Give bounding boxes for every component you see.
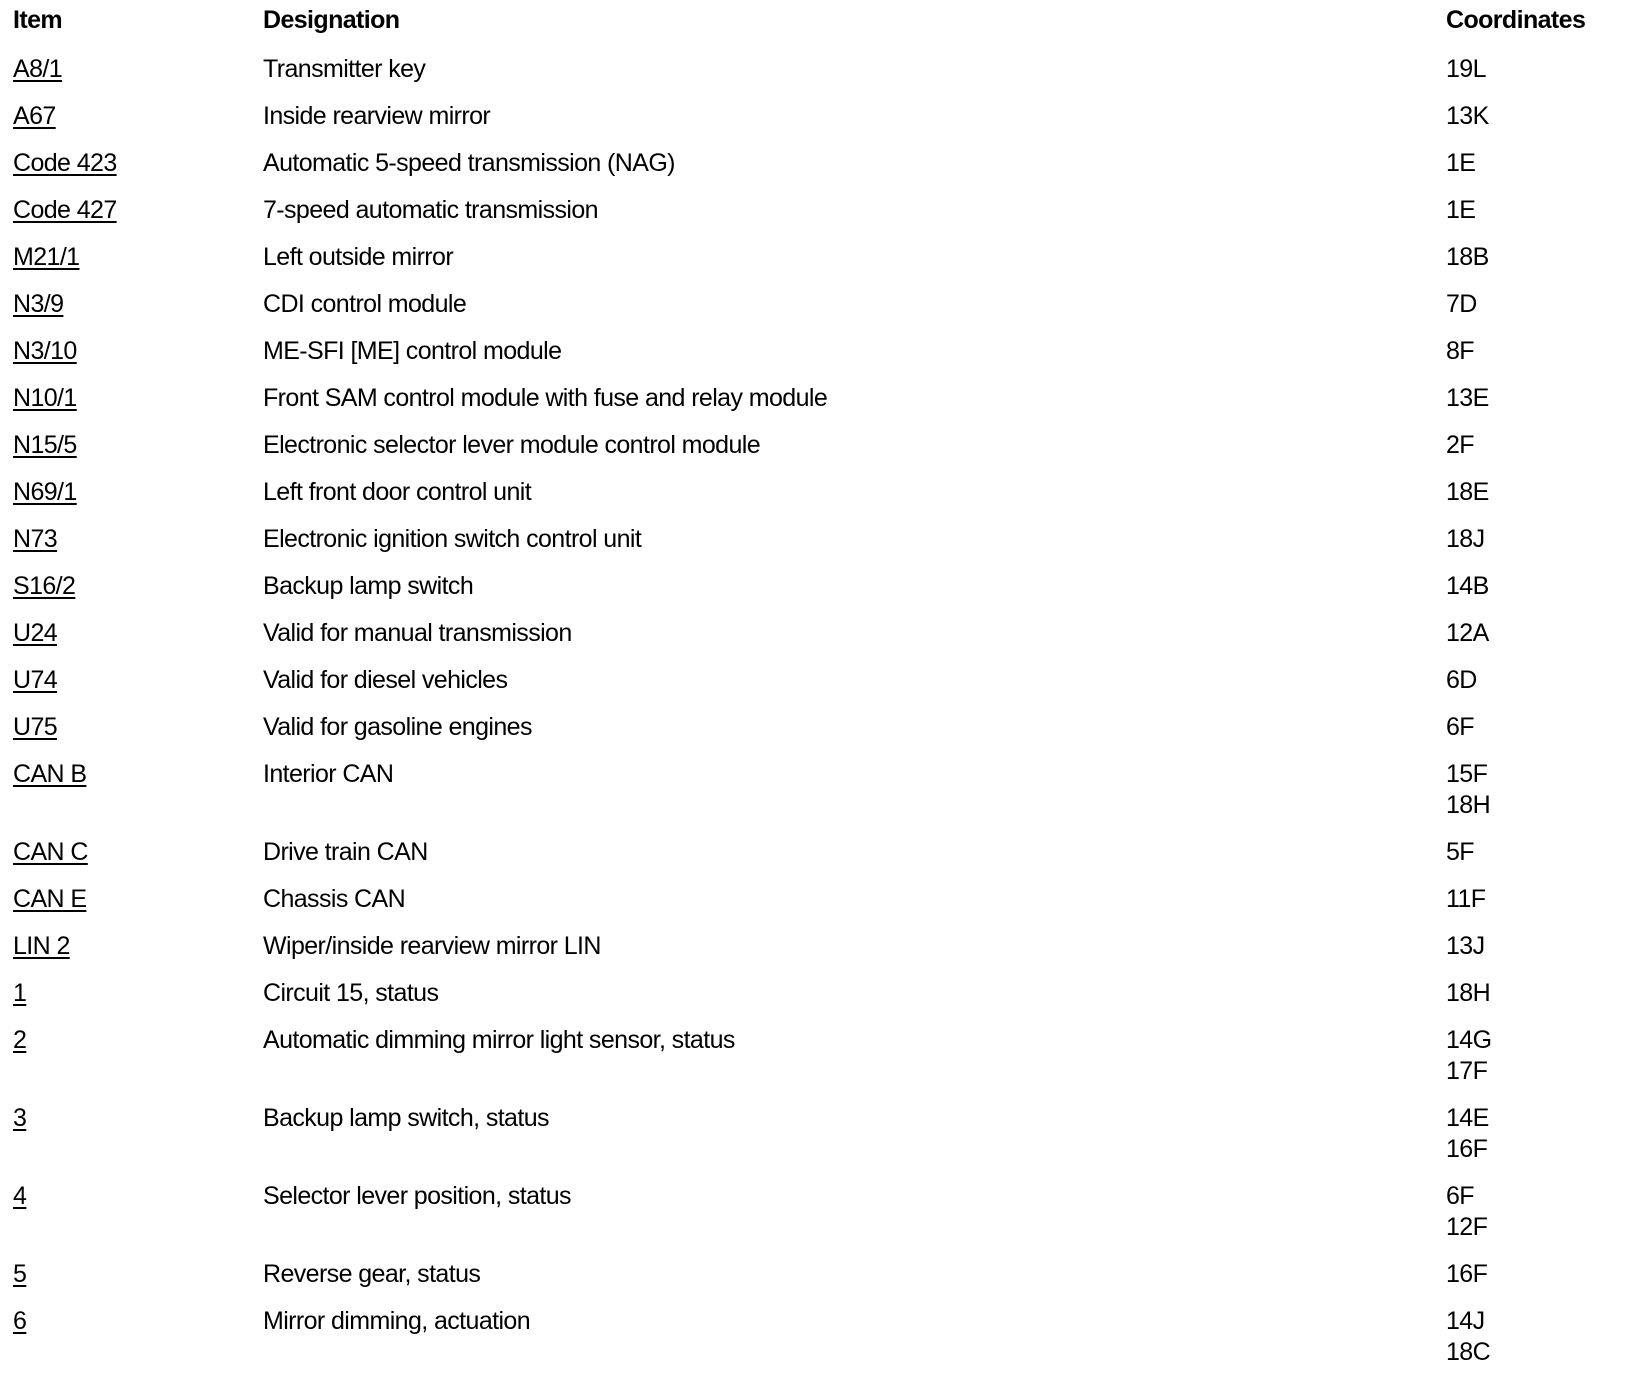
designation-text: Backup lamp switch	[263, 572, 474, 600]
coordinates-cell	[1446, 1181, 1487, 1243]
item-link[interactable]: 2	[13, 1026, 27, 1054]
designation-text: Automatic dimming mirror light sensor, status	[263, 1026, 735, 1054]
coordinates-cell	[1446, 54, 1486, 85]
coordinate-value: 18H	[1446, 979, 1491, 1007]
designation-text: Reverse gear, status	[263, 1260, 481, 1288]
table-row	[0, 1019, 1632, 1097]
coordinates-cell	[1446, 571, 1489, 602]
header-coordinates: Coordinates	[1446, 6, 1586, 34]
item-link[interactable]: U74	[13, 666, 58, 694]
coordinates-cell	[1446, 618, 1489, 649]
table-row	[0, 831, 1632, 878]
item-link[interactable]: 3	[13, 1104, 27, 1132]
coordinates-cell	[1446, 289, 1477, 320]
coordinates-cell	[1446, 759, 1490, 821]
coordinate-value: 12A	[1446, 619, 1489, 647]
coordinate-value: 16F	[1446, 1260, 1488, 1288]
table-row	[0, 612, 1632, 659]
table-row	[0, 48, 1632, 95]
coordinates-cell	[1446, 1025, 1491, 1087]
coordinates-cell	[1446, 195, 1475, 226]
table-row	[0, 518, 1632, 565]
table-row	[0, 424, 1632, 471]
coordinate-value: 14G	[1446, 1026, 1492, 1054]
table-row	[0, 706, 1632, 753]
item-link[interactable]: CAN E	[13, 885, 87, 913]
designation-text: Valid for gasoline engines	[263, 713, 532, 741]
coordinate-value: 1E	[1446, 196, 1476, 224]
coordinates-cell	[1446, 477, 1489, 508]
designation-text: Left outside mirror	[263, 243, 454, 271]
coordinate-value: 8F	[1446, 337, 1474, 365]
designation-text: Mirror dimming, actuation	[263, 1307, 531, 1335]
coordinates-cell	[1446, 884, 1485, 915]
coordinates-cell	[1446, 242, 1489, 273]
designation-text: Left front door control unit	[263, 478, 532, 506]
table-row	[0, 142, 1632, 189]
designation-text: CDI control module	[263, 290, 467, 318]
item-link[interactable]: Code 427	[13, 196, 117, 224]
table-row	[0, 878, 1632, 925]
table-row	[0, 283, 1632, 330]
coordinates-cell	[1446, 336, 1474, 367]
coordinates-cell	[1446, 1259, 1487, 1290]
designation-text: Interior CAN	[263, 760, 394, 788]
table-row	[0, 753, 1632, 831]
designation-text: Circuit 15, status	[263, 979, 439, 1007]
coordinate-value: 14E	[1446, 1104, 1489, 1132]
coordinates-cell	[1446, 665, 1477, 696]
coordinates-cell	[1446, 712, 1474, 743]
coordinates-cell	[1446, 430, 1474, 461]
designation-text: Chassis CAN	[263, 885, 406, 913]
coordinate-value: 18H	[1446, 791, 1491, 819]
coordinate-value: 14B	[1446, 572, 1489, 600]
coordinates-cell	[1446, 524, 1485, 555]
coordinate-value: 2F	[1446, 431, 1474, 459]
coordinate-value: 19L	[1446, 55, 1486, 83]
item-link[interactable]: N73	[13, 525, 58, 553]
coordinates-cell	[1446, 1103, 1489, 1165]
item-link[interactable]: N3/10	[13, 337, 77, 365]
coordinate-value: 16F	[1446, 1135, 1488, 1163]
item-link[interactable]: A8/1	[13, 55, 63, 83]
coordinate-value: 15F	[1446, 760, 1488, 788]
coordinate-value: 12F	[1446, 1213, 1488, 1241]
item-link[interactable]: Code 423	[13, 149, 117, 177]
coordinate-value: 7D	[1446, 290, 1477, 318]
table-row	[0, 1300, 1632, 1378]
coordinate-value: 6D	[1446, 666, 1477, 694]
table-row	[0, 377, 1632, 424]
item-link[interactable]: M21/1	[13, 243, 80, 271]
coordinates-cell	[1446, 148, 1475, 179]
item-link[interactable]: A67	[13, 102, 56, 130]
designation-text: Electronic ignition switch control unit	[263, 525, 642, 553]
coordinate-value: 11F	[1446, 885, 1486, 913]
table-row	[0, 471, 1632, 518]
designation-text: Backup lamp switch, status	[263, 1104, 549, 1132]
coordinate-value: 18E	[1446, 478, 1489, 506]
table-row	[0, 1097, 1632, 1175]
coordinate-value: 18B	[1446, 243, 1489, 271]
designation-text: 7-speed automatic transmission	[263, 196, 598, 224]
coordinate-value: 13E	[1446, 384, 1489, 412]
coordinate-value: 13J	[1446, 932, 1485, 960]
coordinate-value: 13K	[1446, 102, 1489, 130]
designation-text: Drive train CAN	[263, 838, 428, 866]
coordinates-cell	[1446, 978, 1490, 1009]
coordinate-value: 18C	[1446, 1338, 1491, 1366]
item-link[interactable]: CAN B	[13, 760, 87, 788]
table-row	[0, 972, 1632, 1019]
table-row	[0, 236, 1632, 283]
designation-text: Wiper/inside rearview mirror LIN	[263, 932, 601, 960]
item-link[interactable]: N69/1	[13, 478, 77, 506]
table-row	[0, 95, 1632, 142]
table-row	[0, 189, 1632, 236]
item-link[interactable]: N10/1	[13, 384, 77, 412]
table-row	[0, 1175, 1632, 1253]
designation-text: Transmitter key	[263, 55, 426, 83]
coordinate-value: 14J	[1446, 1307, 1485, 1335]
item-link[interactable]: 4	[13, 1182, 27, 1210]
table-row	[0, 565, 1632, 612]
coordinate-value: 17F	[1446, 1057, 1488, 1085]
table-row	[0, 659, 1632, 706]
item-link[interactable]: N3/9	[13, 290, 64, 318]
designation-text: Valid for manual transmission	[263, 619, 572, 647]
coordinates-cell	[1446, 101, 1489, 132]
coordinates-cell	[1446, 383, 1489, 414]
table-row	[0, 925, 1632, 972]
item-link[interactable]: CAN C	[13, 838, 88, 866]
item-link[interactable]: U75	[13, 713, 58, 741]
table-row	[0, 1253, 1632, 1300]
table-row	[0, 330, 1632, 377]
header-item: Item	[13, 6, 63, 34]
item-link[interactable]: U24	[13, 619, 58, 647]
item-link[interactable]: 5	[13, 1260, 27, 1288]
designation-text: ME-SFI [ME] control module	[263, 337, 562, 365]
coordinate-value: 18J	[1446, 525, 1485, 553]
coordinate-value: 6F	[1446, 713, 1474, 741]
item-link[interactable]: S16/2	[13, 572, 76, 600]
designation-text: Valid for diesel vehicles	[263, 666, 508, 694]
coordinate-value: 1E	[1446, 149, 1476, 177]
coordinates-cell	[1446, 931, 1485, 962]
designation-text: Selector lever position, status	[263, 1182, 571, 1210]
designation-text: Inside rearview mirror	[263, 102, 491, 130]
coordinate-value: 5F	[1446, 838, 1474, 866]
header-designation: Designation	[263, 6, 400, 34]
table-header	[0, 6, 1632, 42]
coordinates-cell	[1446, 1306, 1490, 1368]
coordinates-cell	[1446, 837, 1474, 868]
item-link[interactable]: N15/5	[13, 431, 77, 459]
item-link[interactable]: 6	[13, 1307, 27, 1335]
designation-text: Automatic 5-speed transmission (NAG)	[263, 149, 675, 177]
table-body	[0, 48, 1632, 1378]
item-link[interactable]: LIN 2	[13, 932, 70, 960]
coordinate-value: 6F	[1446, 1182, 1474, 1210]
designation-text: Electronic selector lever module control module	[263, 431, 761, 459]
item-link[interactable]: 1	[13, 979, 27, 1007]
designation-text: Front SAM control module with fuse and relay module	[263, 384, 828, 412]
